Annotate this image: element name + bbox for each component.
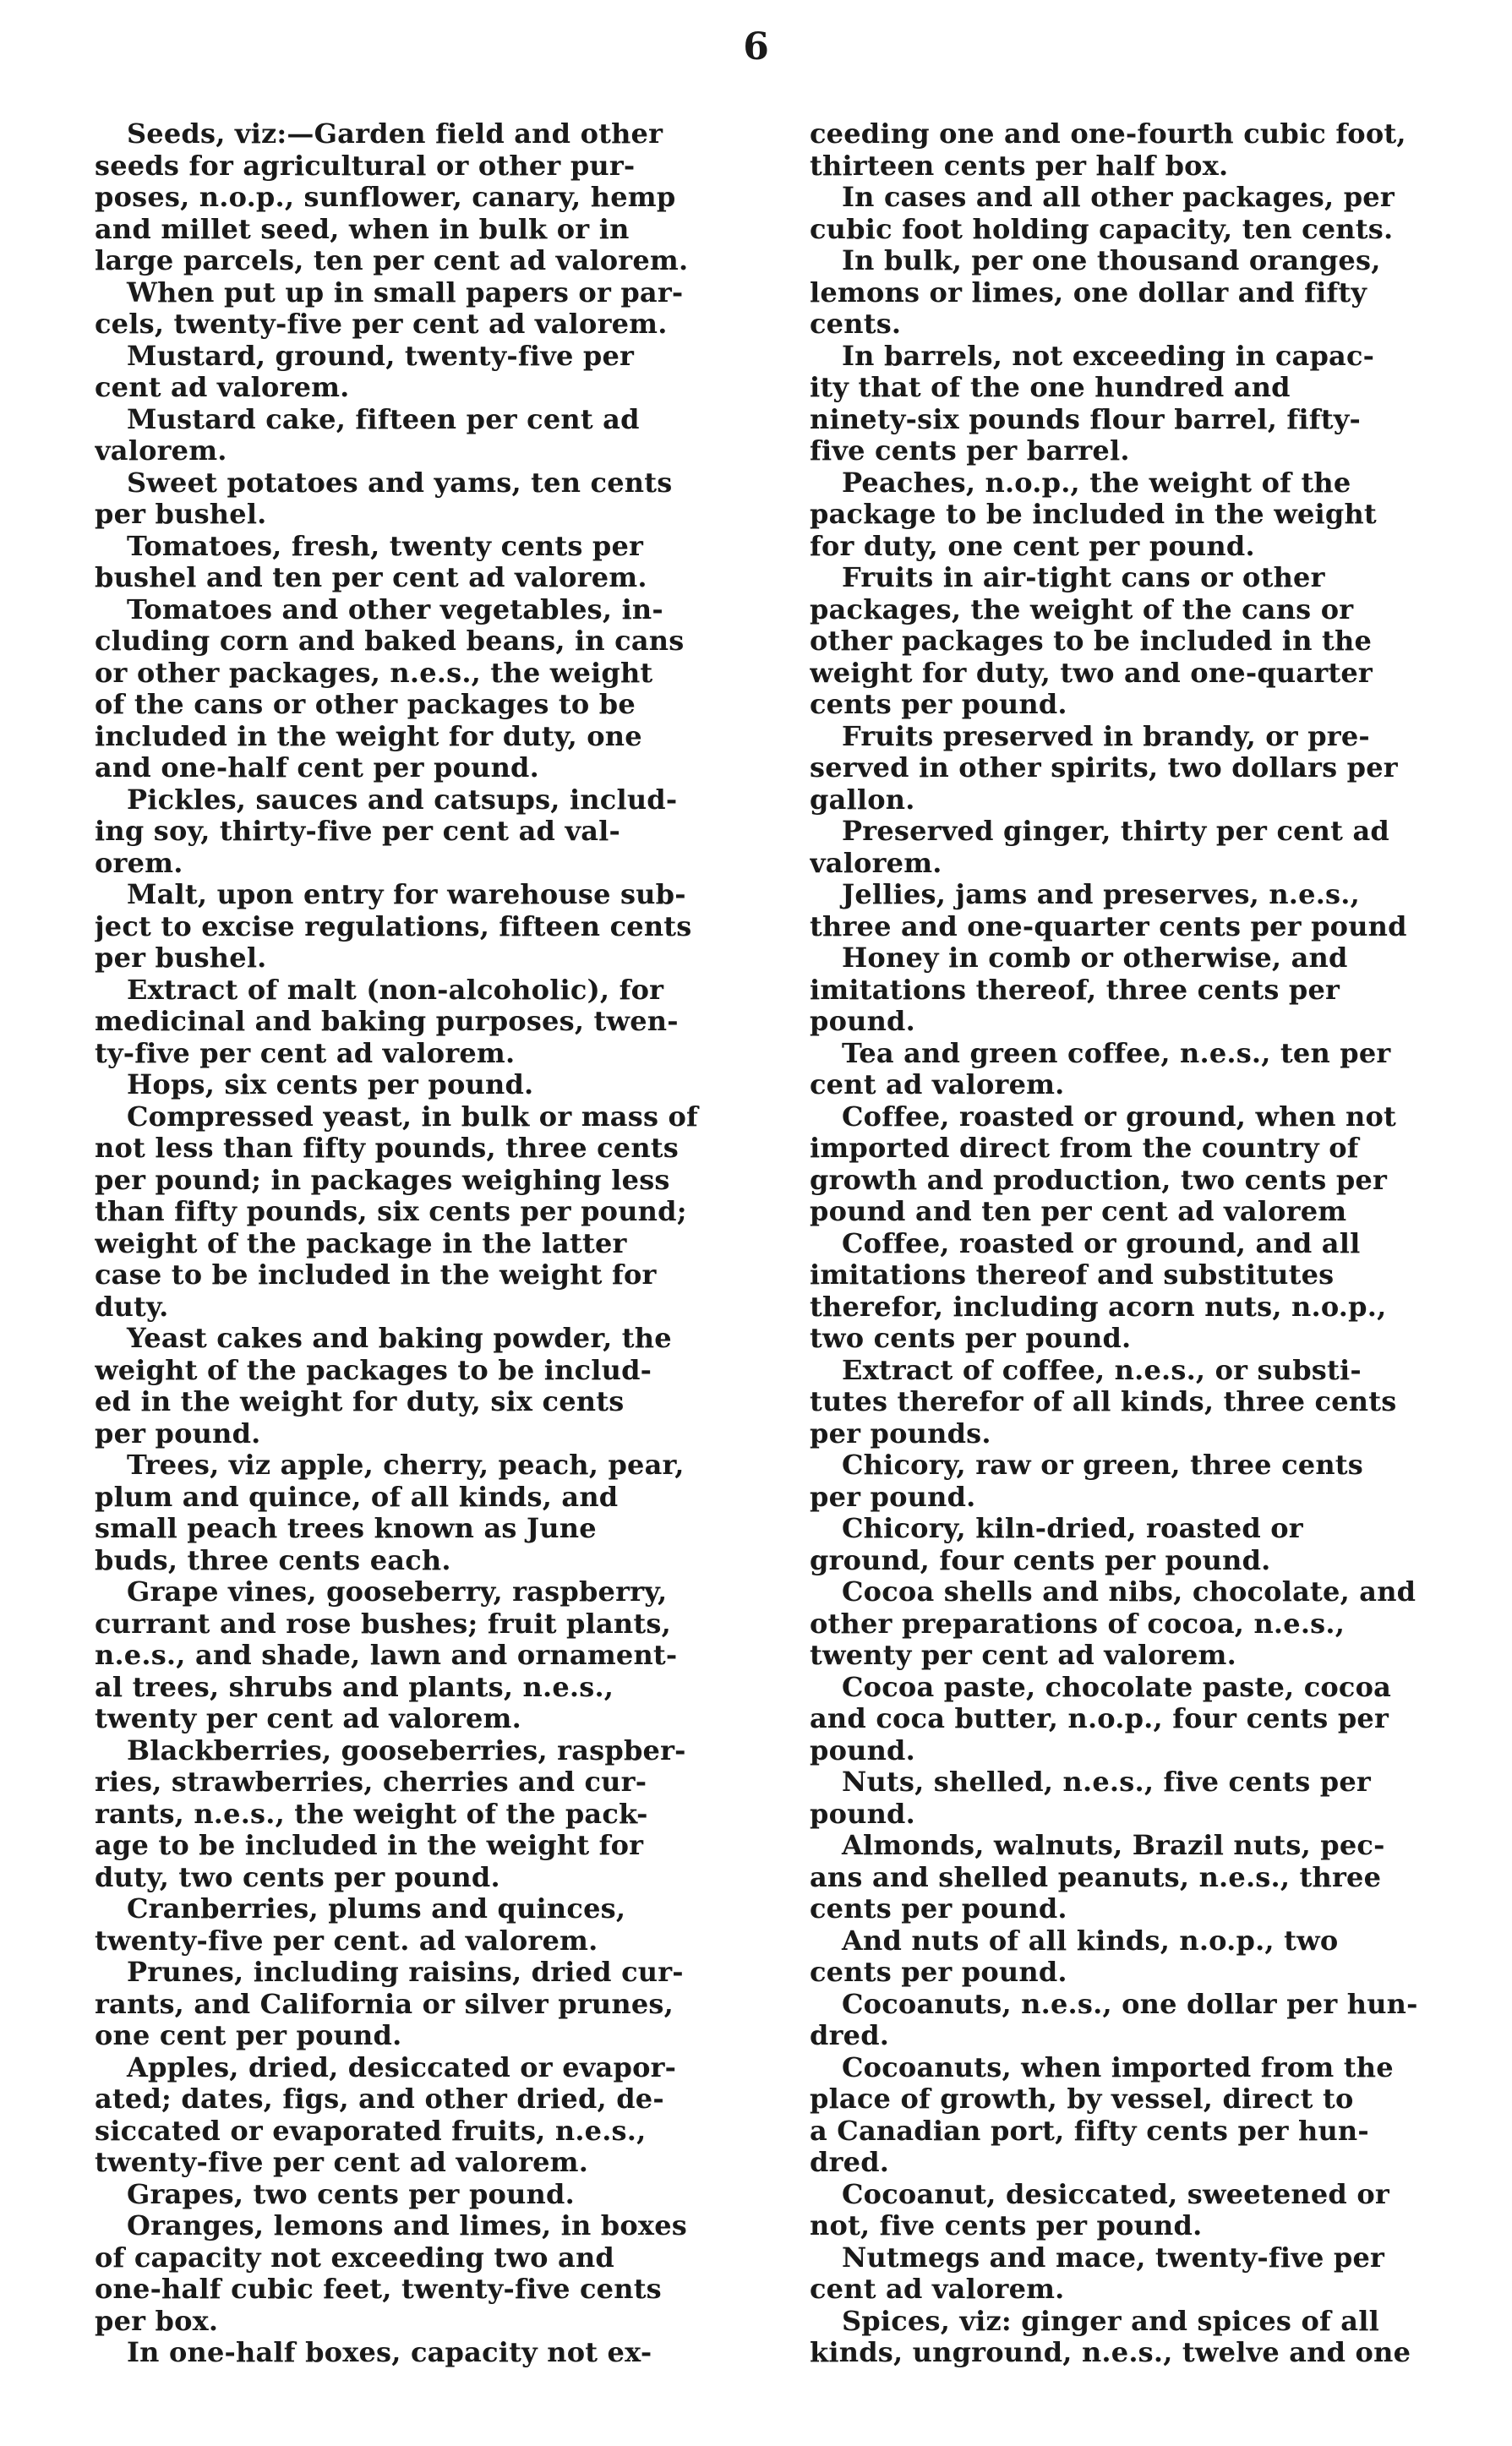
text-line: per bushel. (95, 499, 267, 530)
text-line: of the cans or other packages to be (95, 689, 636, 720)
text-line: weight for duty, two and one-quarter (810, 657, 1373, 689)
text-line: ty-five per cent ad valorem. (95, 1037, 516, 1069)
text-line: Cocoanuts, when imported from the (842, 2051, 1394, 2083)
text-line: Preserved ginger, thirty per cent ad (842, 816, 1389, 847)
text-line: rants, n.e.s., the weight of the pack- (95, 1798, 648, 1830)
text-line: Chicory, raw or green, three cents (842, 1450, 1363, 1481)
text-line: packages, the weight of the cans or (810, 593, 1354, 625)
text-line: per box. (95, 2305, 219, 2337)
text-line: ject to excise regulations, fifteen cents (95, 910, 692, 942)
text-line: of capacity not exceeding two and (95, 2241, 615, 2274)
right-column (810, 118, 1469, 2369)
text-line: ries, strawberries, cherries and cur- (95, 1766, 647, 1798)
text-line: per pound. (810, 1481, 976, 1513)
text-line: cents per pound. (810, 1957, 1067, 1988)
text-line: growth and production, two cents per (810, 1164, 1388, 1196)
text-line: Fruits preserved in brandy, or pre- (842, 720, 1370, 752)
text-line: Compressed yeast, in bulk or mass of (127, 1100, 699, 1133)
text-line: Grape vines, gooseberry, raspberry, (127, 1576, 668, 1608)
text-line: orem. (95, 847, 183, 879)
text-line: Yeast cakes and baking powder, the (127, 1323, 672, 1354)
text-line: When put up in small papers or par- (127, 276, 684, 308)
text-line: three and one-quarter cents per pound (810, 910, 1407, 942)
text-line: five cents per barrel. (810, 435, 1130, 467)
text-line: weight of the packages to be includ- (95, 1354, 652, 1386)
text-line: rants, and California or silver prunes, (95, 1988, 674, 2020)
text-line: other preparations of cocoa, n.e.s., (810, 1608, 1346, 1640)
text-line: In one-half boxes, capacity not ex- (127, 2337, 652, 2368)
text-line: Cocoa shells and nibs, chocolate, and (842, 1576, 1416, 1608)
text-line: currant and rose bushes; fruit plants, (95, 1608, 671, 1640)
text-line: Peaches, n.o.p., the weight of the (842, 467, 1351, 499)
text-line: per bushel. (95, 942, 267, 974)
text-line: lemons or limes, one dollar and fifty (810, 276, 1367, 308)
text-line: a Canadian port, fifty cents per hun- (810, 2115, 1369, 2147)
text-line: Tea and green coffee, n.e.s., ten per (842, 1037, 1391, 1069)
text-line: valorem. (95, 435, 227, 467)
text-line: cent ad valorem. (810, 2274, 1065, 2305)
text-line: Nuts, shelled, n.e.s., five cents per (842, 1766, 1371, 1798)
text-line: ceeding one and one-fourth cubic foot, (810, 118, 1406, 150)
text-line: medicinal and baking purposes, twen- (95, 1006, 679, 1037)
text-line: Blackberries, gooseberries, raspber- (127, 1734, 686, 1766)
text-line: twenty per cent ad valorem. (95, 1703, 521, 1734)
text-line: pound. (810, 1734, 915, 1766)
text-line: pound. (810, 1006, 915, 1037)
text-line: In bulk, per one thousand oranges, (842, 245, 1381, 276)
text-line: And nuts of all kinds, n.o.p., two (842, 1925, 1339, 1957)
text-line: twenty-five per cent ad valorem. (95, 2147, 589, 2178)
text-line: imitations thereof and substitutes (810, 1259, 1335, 1291)
text-line: plum and quince, of all kinds, and (95, 1481, 619, 1513)
text-line: than fifty pounds, six cents per pound; (95, 1196, 687, 1227)
text-line: cels, twenty-five per cent ad valorem. (95, 308, 668, 340)
text-line: Mustard cake, fifteen per cent ad (127, 403, 640, 435)
text-line: cent ad valorem. (810, 1069, 1065, 1100)
text-line: seeds for agricultural or other pur- (95, 150, 636, 182)
text-line: Apples, dried, desiccated or evapor- (127, 2051, 677, 2083)
text-line: n.e.s., and shade, lawn and ornament- (95, 1640, 678, 1671)
text-line: valorem. (810, 847, 942, 879)
text-line: Oranges, lemons and limes, in boxes (127, 2210, 687, 2241)
text-line: Fruits in air-tight cans or other (842, 562, 1325, 593)
text-line: ed in the weight for duty, six cents (95, 1386, 625, 1417)
text-line: Seeds, viz:—Garden field and other (127, 118, 663, 150)
text-line: or other packages, n.e.s., the weight (95, 657, 653, 689)
text-line: other packages to be included in the (810, 625, 1373, 657)
text-line: and coca butter, n.o.p., four cents per (810, 1703, 1389, 1734)
text-line: one cent per pound. (95, 2020, 402, 2051)
text-line: served in other spirits, two dollars per (810, 752, 1398, 783)
text-line: Tomatoes and other vegetables, in- (127, 593, 663, 625)
text-line: ninety-six pounds flour barrel, fifty- (810, 403, 1361, 435)
text-line: gallon. (810, 783, 915, 816)
text-line: dred. (810, 2147, 890, 2178)
text-line: siccated or evaporated fruits, n.e.s., (95, 2115, 647, 2147)
text-line: Pickles, sauces and catsups, includ- (127, 783, 678, 816)
text-line: al trees, shrubs and plants, n.e.s., (95, 1671, 614, 1703)
text-line: Nutmegs and mace, twenty-five per (842, 2241, 1385, 2274)
text-line: Cranberries, plums and quinces, (127, 1893, 626, 1925)
text-line: Spices, viz: ginger and spices of all (842, 2305, 1379, 2337)
text-line: Extract of coffee, n.e.s., or substi- (842, 1354, 1362, 1386)
text-line: ans and shelled peanuts, n.e.s., three (810, 1861, 1382, 1893)
text-line: pound and ten per cent ad valorem (810, 1196, 1347, 1227)
text-line: Honey in comb or otherwise, and (842, 942, 1348, 974)
text-line: one-half cubic feet, twenty-five cents (95, 2274, 662, 2305)
text-line: Trees, viz apple, cherry, peach, pear, (127, 1450, 685, 1481)
text-line: per pound. (95, 1417, 261, 1450)
text-line: ground, four cents per pound. (810, 1544, 1271, 1576)
text-line: cents per pound. (810, 1893, 1067, 1925)
text-line: package to be included in the weight (810, 499, 1377, 530)
text-line: In barrels, not exceeding in capac- (842, 340, 1375, 372)
text-line: In cases and all other packages, per (842, 182, 1395, 213)
text-line: and millet seed, when in bulk or in (95, 213, 630, 245)
text-line: Coffee, roasted or ground, when not (842, 1100, 1397, 1133)
text-line: Extract of malt (non-alcoholic), for (127, 974, 664, 1006)
text-line: buds, three cents each. (95, 1544, 451, 1576)
text-line: case to be included in the weight for (95, 1259, 657, 1291)
text-line: cents per pound. (810, 689, 1067, 720)
text-line: Almonds, walnuts, Brazil nuts, pec- (842, 1830, 1385, 1861)
text-line: bushel and ten per cent ad valorem. (95, 562, 647, 593)
text-line: duty, two cents per pound. (95, 1861, 500, 1893)
text-line: per pounds. (810, 1417, 991, 1450)
text-line: Grapes, two cents per pound. (127, 2178, 575, 2210)
text-line: thirteen cents per half box. (810, 150, 1229, 182)
text-line: dred. (810, 2020, 890, 2051)
text-line: Prunes, including raisins, dried cur- (127, 1957, 684, 1988)
text-line: included in the weight for duty, one (95, 720, 642, 752)
text-line: place of growth, by vessel, direct to (810, 2083, 1354, 2115)
text-line: Cocoa paste, chocolate paste, cocoa (842, 1671, 1392, 1703)
text-line: twenty per cent ad valorem. (810, 1640, 1236, 1671)
text-line: kinds, unground, n.e.s., twelve and one (810, 2337, 1411, 2368)
text-line: Chicory, kiln-dried, roasted or (842, 1513, 1303, 1544)
text-line: ated; dates, figs, and other dried, de- (95, 2083, 664, 2115)
text-line: large parcels, ten per cent ad valorem. (95, 245, 689, 276)
text-line: Coffee, roasted or ground, and all (842, 1227, 1361, 1259)
text-line: two cents per pound. (810, 1323, 1132, 1354)
text-line: imported direct from the country of (810, 1133, 1359, 1164)
text-line: and one-half cent per pound. (95, 752, 539, 783)
text-line: cubic foot holding capacity, ten cents. (810, 213, 1394, 245)
text-line: Mustard, ground, twenty-five per (127, 340, 635, 372)
text-line: cent ad valorem. (95, 372, 350, 403)
text-line: weight of the package in the latter (95, 1227, 627, 1259)
text-line: for duty, one cent per pound. (810, 530, 1255, 562)
text-line: Tomatoes, fresh, twenty cents per (127, 530, 644, 562)
text-line: tutes therefor of all kinds, three cents (810, 1386, 1397, 1417)
text-line: not less than fifty pounds, three cents (95, 1133, 680, 1164)
text-line: imitations thereof, three cents per (810, 974, 1340, 1006)
text-line: therefor, including acorn nuts, n.o.p., (810, 1291, 1387, 1323)
text-line: Sweet potatoes and yams, ten cents (127, 467, 673, 499)
left-column (95, 118, 754, 2369)
text-line: Malt, upon entry for warehouse sub- (127, 879, 686, 910)
text-line: poses, n.o.p., sunflower, canary, hemp (95, 182, 676, 213)
text-line: Cocoanuts, n.e.s., one dollar per hun- (842, 1988, 1418, 2020)
text-line: cents. (810, 308, 902, 340)
text-line: Jellies, jams and preserves, n.e.s., (842, 879, 1360, 910)
text-line: age to be included in the weight for (95, 1830, 644, 1861)
text-line: twenty-five per cent. ad valorem. (95, 1925, 598, 1957)
text-line: duty. (95, 1291, 169, 1323)
text-line: cluding corn and baked beans, in cans (95, 625, 685, 657)
text-line: small peach trees known as June (95, 1513, 597, 1544)
text-line: pound. (810, 1798, 915, 1830)
text-line: per pound; in packages weighing less (95, 1164, 670, 1196)
page-number: 6 (743, 25, 769, 68)
text-line: not, five cents per pound. (810, 2210, 1203, 2241)
text-line: Hops, six cents per pound. (127, 1069, 534, 1100)
text-line: ity that of the one hundred and (810, 372, 1291, 403)
text-line: Cocoanut, desiccated, sweetened or (842, 2178, 1389, 2210)
text-line: ing soy, thirty-five per cent ad val- (95, 816, 621, 847)
